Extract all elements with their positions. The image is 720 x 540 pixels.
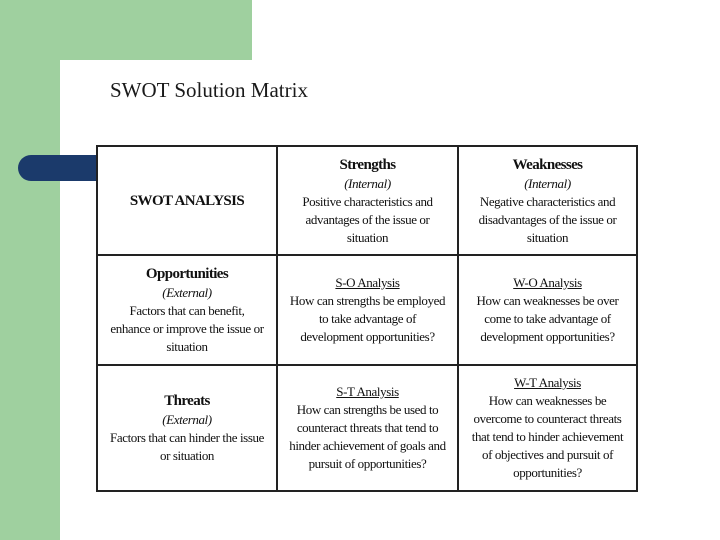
wt-analysis-line: opportunities? [513, 465, 582, 480]
st-analysis-line: pursuit of opportunities? [308, 456, 427, 471]
strengths-line: Positive characteristics and [302, 193, 433, 209]
wt-analysis-cell [458, 365, 637, 491]
so-analysis-line: to take advantage of [318, 311, 417, 326]
opportunities-cell [97, 255, 277, 365]
wo-analysis-heading: W-O Analysis [513, 275, 582, 290]
opportunities-line: Factors that can benefit, [129, 303, 245, 318]
so-analysis-line: development opportunities? [300, 329, 435, 344]
swot-matrix [96, 145, 638, 492]
opportunities-subheading: (External) [162, 285, 212, 300]
st-analysis-heading: S-T Analysis [336, 384, 399, 399]
threats-subheading: (External) [162, 412, 212, 427]
wt-analysis-line: of objectives and pursuit of [481, 447, 614, 462]
strengths-cell [277, 146, 458, 255]
wo-analysis-line: How can weaknesses be over [476, 293, 619, 308]
wo-analysis-cell [458, 255, 637, 365]
weaknesses-cell [458, 146, 637, 255]
opportunities-heading: Opportunities [145, 266, 229, 282]
strengths-subheading: (Internal) [344, 175, 391, 191]
strengths-heading: Strengths [339, 156, 396, 173]
wt-analysis-line: that tend to hinder achievement [471, 429, 624, 444]
wo-analysis-line: development opportunities? [480, 329, 615, 344]
wt-analysis-line: overcome to counteract threats [473, 411, 622, 426]
so-analysis-heading: S-O Analysis [335, 275, 400, 290]
weaknesses-heading: Weaknesses [512, 156, 583, 173]
st-analysis-line: counteract threats that tend to [296, 420, 439, 435]
so-analysis-cell [277, 255, 458, 365]
weaknesses-line: situation [526, 229, 569, 245]
strengths-line: situation [346, 229, 389, 245]
swot-analysis-label: SWOT ANALYSIS [129, 192, 245, 209]
wo-analysis-line: come to take advantage of [484, 311, 611, 326]
threats-line: or situation [159, 448, 215, 463]
st-analysis-line: How can strengths be used to [296, 402, 439, 417]
top-accent-block [60, 0, 252, 60]
weaknesses-subheading: (Internal) [524, 175, 571, 191]
threats-cell [97, 365, 277, 491]
strengths-line: advantages of the issue or [305, 211, 430, 227]
st-analysis-cell [277, 365, 458, 491]
wt-analysis-line: How can weaknesses be [488, 393, 607, 408]
slide-title: SWOT Solution Matrix [110, 78, 308, 102]
threats-heading: Threats [164, 393, 210, 409]
weaknesses-line: disadvantages of the issue or [478, 211, 617, 227]
opportunities-line: situation [166, 339, 208, 354]
opportunities-line: enhance or improve the issue or [110, 321, 264, 336]
threats-line: Factors that can hinder the issue [110, 430, 264, 445]
left-accent-band [0, 0, 60, 540]
st-analysis-line: hinder achievement of goals and [289, 438, 446, 453]
corner-cell [97, 146, 277, 255]
weaknesses-line: Negative characteristics and [479, 193, 616, 209]
wt-analysis-heading: W-T Analysis [514, 375, 581, 390]
so-analysis-line: How can strengths be employed [289, 293, 446, 308]
